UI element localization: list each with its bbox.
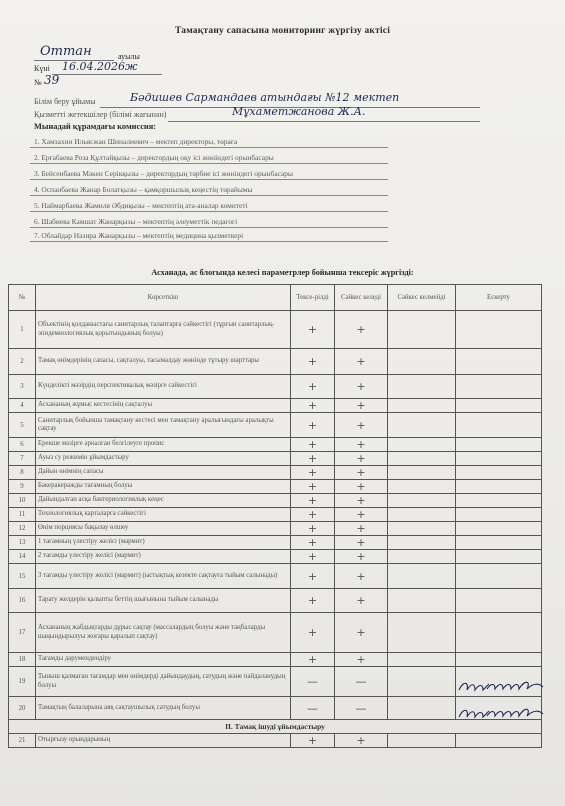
row-compliant-mark: + xyxy=(335,613,388,653)
row-note xyxy=(456,349,542,375)
member-5: 5. Наймарбаева Жамиля Әбдиқызы – мектептің ата-аналар комитеті xyxy=(34,201,248,210)
row-noncompliant-mark xyxy=(388,550,456,564)
row-note xyxy=(456,613,542,653)
row-number: 2 xyxy=(9,349,36,375)
row-compliant-mark: + xyxy=(335,653,388,667)
table-row xyxy=(9,413,542,438)
row-noncompliant-mark xyxy=(388,589,456,613)
row-number: 1 xyxy=(9,311,36,349)
table-row xyxy=(9,550,542,564)
row-indicator: Тамақ өнімдерінің сапасы, сақталуы, тасымалдау жөнінде тұтыру шарттары xyxy=(36,349,291,375)
row-number: 20 xyxy=(9,697,36,720)
member-4: 4. Оспанбаева Жанар Болатқызы – қамқоршылық кеңестің төрайымы xyxy=(34,185,253,194)
number-handwritten: 39 xyxy=(44,73,60,87)
row-number: 12 xyxy=(9,522,36,536)
row-indicator: Тағамды дәрумендендіру xyxy=(36,653,291,667)
row-note xyxy=(456,311,542,349)
row-noncompliant-mark xyxy=(388,311,456,349)
row-checked-mark: + xyxy=(291,734,335,748)
row-compliant-mark: + xyxy=(335,399,388,413)
table-row xyxy=(9,438,542,452)
row-indicator: Ерекше мәзірге арналған белгілеуге пропис xyxy=(36,438,291,452)
member-1: 1. Хамзахин Ильясжан Шиналиевич – мектеп директоры, төраға xyxy=(34,137,238,146)
table-row xyxy=(9,564,542,589)
row-checked-mark: + xyxy=(291,349,335,375)
row-note xyxy=(456,413,542,438)
row-indicator: Отырғызу орындарының xyxy=(36,734,291,748)
table-row xyxy=(9,522,542,536)
table-header-row xyxy=(9,285,542,311)
row-indicator: Бакеракеражды тағамның болуы xyxy=(36,480,291,494)
row-number: 11 xyxy=(9,508,36,522)
row-noncompliant-mark xyxy=(388,466,456,480)
row-checked-mark: + xyxy=(291,522,335,536)
member-4-line xyxy=(30,195,388,196)
table-row xyxy=(9,653,542,667)
row-compliant-mark: + xyxy=(335,536,388,550)
row-note xyxy=(456,734,542,748)
table-row xyxy=(9,466,542,480)
row-indicator: Күнделікті мәзірдің перспективалық мәзірге сәйкестігі xyxy=(36,375,291,399)
row-number: 19 xyxy=(9,667,36,697)
row-compliant-mark: + xyxy=(335,564,388,589)
col-note: Ескерту xyxy=(456,285,542,311)
row-compliant-mark: + xyxy=(335,550,388,564)
row-compliant-mark: — xyxy=(335,667,388,697)
row-note xyxy=(456,564,542,589)
row-compliant-mark: + xyxy=(335,375,388,399)
member-7: 7. Облайдар Назира Жанарқызы – мектептің медицина қызметкері xyxy=(34,231,244,240)
member-6: 6. Шабиева Камшат Жанарқызы – мектептің әлеуметтік педагогі xyxy=(34,217,238,226)
row-number: 4 xyxy=(9,399,36,413)
row-noncompliant-mark xyxy=(388,480,456,494)
row-noncompliant-mark xyxy=(388,536,456,550)
date-handwritten: 16.04.2026ж xyxy=(62,60,138,73)
row-note xyxy=(456,480,542,494)
row-note xyxy=(456,399,542,413)
table-row xyxy=(9,494,542,508)
table-row xyxy=(9,536,542,550)
table-row xyxy=(9,399,542,413)
table-row xyxy=(9,311,542,349)
row-compliant-mark: + xyxy=(335,452,388,466)
row-indicator: Объектінің қолданыстағы санитарлық талаптарға сәйкестігі (тұрғын санитарлық-эпидемиологиялық қорытындының болуы) xyxy=(36,311,291,349)
row-noncompliant-mark xyxy=(388,734,456,748)
member-2-line xyxy=(30,163,388,164)
row-indicator: Санитарлық бойынша тамақтану кестесі мен тамақтану аралығындағы аралықты сақтау xyxy=(36,413,291,438)
row-number: 13 xyxy=(9,536,36,550)
row-compliant-mark: + xyxy=(335,438,388,452)
row-checked-mark: + xyxy=(291,494,335,508)
row-noncompliant-mark xyxy=(388,438,456,452)
row-indicator: Асхананың жабдықтарды дұрыс сақтау (массалардың болуы және таңбаларды шаңындырылуы жоғары қаралып сақтау) xyxy=(36,613,291,653)
row-indicator: 2 тағамды үлестіру желісі (мармит) xyxy=(36,550,291,564)
table-row xyxy=(9,508,542,522)
table-row xyxy=(9,375,542,399)
row-checked-mark: + xyxy=(291,452,335,466)
row-checked-mark: + xyxy=(291,375,335,399)
row-checked-mark: + xyxy=(291,613,335,653)
table-row xyxy=(9,734,542,748)
row-compliant-mark: + xyxy=(335,734,388,748)
row-checked-mark: + xyxy=(291,536,335,550)
row-noncompliant-mark xyxy=(388,522,456,536)
row-checked-mark: + xyxy=(291,480,335,494)
row-compliant-mark: + xyxy=(335,522,388,536)
member-3-line xyxy=(30,179,388,180)
row-indicator: 3 тағамды үлестіру желісі (мармит) (ыстықтық кезекте сақтауға тыйым салынады) xyxy=(36,564,291,589)
row-indicator: Технологиялық карталарға сәйкестігі xyxy=(36,508,291,522)
row-noncompliant-mark xyxy=(388,653,456,667)
table-row xyxy=(9,480,542,494)
row-number: 17 xyxy=(9,613,36,653)
unit-handwritten: Бәдишев Сармандаев атындағы №12 мектеп xyxy=(130,91,400,104)
row-checked-mark: + xyxy=(291,413,335,438)
date-label: Күні xyxy=(34,64,50,73)
row-noncompliant-mark xyxy=(388,564,456,589)
row-number: 21 xyxy=(9,734,36,748)
row-number: 7 xyxy=(9,452,36,466)
row-note xyxy=(456,438,542,452)
row-checked-mark: + xyxy=(291,589,335,613)
row-compliant-mark: + xyxy=(335,311,388,349)
table-row xyxy=(9,452,542,466)
row-note xyxy=(456,452,542,466)
number-label: № xyxy=(34,78,42,87)
col-checked: Тексе-рілді xyxy=(291,285,335,311)
row-number: 18 xyxy=(9,653,36,667)
row-compliant-mark: + xyxy=(335,466,388,480)
col-noncompliant: Сәйкес келмейді xyxy=(388,285,456,311)
row-noncompliant-mark xyxy=(388,452,456,466)
col-indicator: Көрсеткіш xyxy=(36,285,291,311)
col-number: № xyxy=(9,285,36,311)
row-number: 15 xyxy=(9,564,36,589)
row-noncompliant-mark xyxy=(388,349,456,375)
row-checked-mark: — xyxy=(291,697,335,720)
member-7-line xyxy=(30,241,388,242)
row-note xyxy=(456,536,542,550)
row-noncompliant-mark xyxy=(388,508,456,522)
unit-label: Білім беру ұйымы xyxy=(34,97,96,106)
row-indicator: Асхананың жұмыс кестесінің сақталуы xyxy=(36,399,291,413)
document-title: Тамақтану сапасына мониторинг жүргізу актісі xyxy=(174,26,391,36)
row-checked-mark: + xyxy=(291,466,335,480)
row-note xyxy=(456,508,542,522)
table-row xyxy=(9,349,542,375)
table-heading: Асханада, ас блогында келесі параметрлер бойынша тексеріс жүргізді: xyxy=(151,268,414,277)
row-number: 6 xyxy=(9,438,36,452)
member-2: 2. Ерғабаева Роза Құлтайқызы – директордың оқу ісі жөніндегі орынбасары xyxy=(34,153,274,162)
date-underline xyxy=(52,74,162,75)
row-noncompliant-mark xyxy=(388,413,456,438)
row-checked-mark: + xyxy=(291,508,335,522)
row-checked-mark: + xyxy=(291,653,335,667)
row-indicator: 1 тағамның үлестіру желісі (мармит) xyxy=(36,536,291,550)
row-checked-mark: + xyxy=(291,550,335,564)
row-number: 8 xyxy=(9,466,36,480)
row-compliant-mark: + xyxy=(335,349,388,375)
row-noncompliant-mark xyxy=(388,667,456,697)
row-indicator: Ауыз су режимін ұйымдастыру xyxy=(36,452,291,466)
member-3: 3. Бейсенбаева Мәкен Серікқызы – директордың тәрбие ісі жөніндегі орынбасары xyxy=(34,169,293,178)
row-note xyxy=(456,494,542,508)
member-6-line xyxy=(30,227,388,228)
row-compliant-mark: + xyxy=(335,589,388,613)
row-indicator: Дайындалған асқа бактериологиялық кеңес xyxy=(36,494,291,508)
staff-underline xyxy=(168,121,480,122)
row-indicator: Тамақтың балаларына аяқ сақтаушылық сатудың болуы xyxy=(36,697,291,720)
row-note xyxy=(456,550,542,564)
row-noncompliant-mark xyxy=(388,697,456,720)
staff-label: Қызметті жетекшілер (білімі жағынан) xyxy=(34,110,167,119)
row-note xyxy=(456,466,542,480)
row-checked-mark: — xyxy=(291,667,335,697)
village-label: ауылы xyxy=(118,52,140,61)
staff-handwritten: Мұхаметжанова Ж.А. xyxy=(232,105,366,118)
row-note xyxy=(456,522,542,536)
row-checked-mark: + xyxy=(291,564,335,589)
table-row xyxy=(9,589,542,613)
row-note xyxy=(456,375,542,399)
row-number: 14 xyxy=(9,550,36,564)
row-checked-mark: + xyxy=(291,311,335,349)
row-number: 10 xyxy=(9,494,36,508)
row-noncompliant-mark xyxy=(388,613,456,653)
row-number: 5 xyxy=(9,413,36,438)
row-checked-mark: + xyxy=(291,438,335,452)
row-compliant-mark: + xyxy=(335,494,388,508)
row-indicator: Тарату желдерін қалыпты беттің шығынына тыйым салынады xyxy=(36,589,291,613)
section-title: II. Тамақ ішуді ұйымдастыру xyxy=(9,720,542,734)
table-row xyxy=(9,613,542,653)
member-5-line xyxy=(30,211,388,212)
row-compliant-mark: + xyxy=(335,413,388,438)
row-noncompliant-mark xyxy=(388,375,456,399)
row-note xyxy=(456,653,542,667)
row-note xyxy=(456,589,542,613)
row-checked-mark: + xyxy=(291,399,335,413)
row-number: 3 xyxy=(9,375,36,399)
row-compliant-mark: + xyxy=(335,508,388,522)
row-indicator: Өнім порциясы бақылау өлшеу xyxy=(36,522,291,536)
handwritten-note-row20 xyxy=(455,702,547,724)
row-compliant-mark: + xyxy=(335,480,388,494)
row-noncompliant-mark xyxy=(388,399,456,413)
member-1-line xyxy=(30,147,388,148)
row-indicator: Дайын өнімнің сапасы xyxy=(36,466,291,480)
row-number: 9 xyxy=(9,480,36,494)
village-handwritten: Оттан xyxy=(40,44,92,59)
commission-heading: Мынадай құрамдағы комиссия: xyxy=(34,122,157,131)
row-compliant-mark: — xyxy=(335,697,388,720)
col-compliant: Сәйкес келеді xyxy=(335,285,388,311)
row-indicator: Тыныш қалмаған тағамдар мен өнімдерді дайындаудың, сатудың және пайдаланудың болуы xyxy=(36,667,291,697)
handwritten-note-row19 xyxy=(455,675,547,697)
row-number: 16 xyxy=(9,589,36,613)
row-noncompliant-mark xyxy=(388,494,456,508)
